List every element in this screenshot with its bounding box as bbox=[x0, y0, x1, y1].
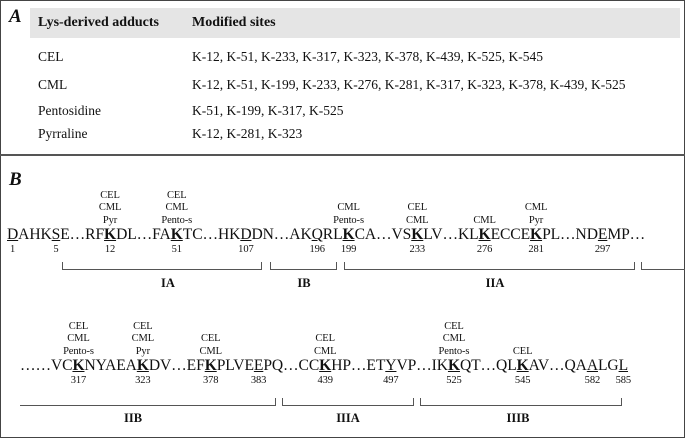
domain-label-iib: IIB bbox=[123, 411, 143, 425]
sites-cml: K-12, K-51, K-199, K-233, K-276, K-281, K-317, K-323, K-378, K-439, K-525 bbox=[192, 77, 626, 92]
residue-text: K bbox=[411, 226, 424, 243]
residue-text: K bbox=[342, 226, 355, 243]
residue-text: E…RF bbox=[60, 226, 105, 243]
residue-text: AV…QA bbox=[528, 357, 587, 374]
residue-number: 51 bbox=[171, 244, 182, 255]
sites-cel: K-12, K-51, K-233, K-317, K-323, K-378, K-439, K-525, K-545 bbox=[192, 49, 543, 64]
residue-number: 199 bbox=[340, 244, 357, 255]
sequence-segment bbox=[396, 357, 447, 375]
residue-text: CA…VS bbox=[354, 226, 412, 243]
modification-label: CEL bbox=[407, 202, 428, 213]
residue-text: L bbox=[618, 357, 629, 374]
sequence-segment bbox=[116, 226, 171, 244]
residue-number: 525 bbox=[446, 375, 462, 386]
residue-number: 383 bbox=[250, 375, 267, 386]
modification-annotation bbox=[525, 202, 547, 227]
boundary-residue bbox=[51, 226, 61, 255]
bracket-iia bbox=[344, 262, 635, 270]
modification-annotation bbox=[161, 190, 192, 228]
residue-text: ECCE bbox=[490, 226, 531, 243]
boundary-residue bbox=[7, 226, 19, 255]
residue-text: D bbox=[7, 226, 19, 243]
residue-text: TC…HK bbox=[182, 226, 241, 243]
domain-label-ib: IB bbox=[297, 276, 311, 290]
modified-lysine bbox=[63, 320, 94, 386]
sequence-segment bbox=[20, 357, 72, 375]
residue-number: 196 bbox=[309, 244, 325, 255]
residue-number: 378 bbox=[202, 375, 219, 386]
residue-text: DN…AK bbox=[251, 226, 312, 243]
residue-text: D bbox=[240, 226, 252, 243]
modification-label: CML bbox=[131, 333, 155, 344]
modification-label: CML bbox=[524, 202, 548, 213]
bracket-iiia bbox=[282, 398, 414, 406]
bracket-ia bbox=[62, 262, 262, 270]
residue-number: 585 bbox=[615, 375, 632, 386]
modification-label: CML bbox=[67, 333, 90, 344]
header-sites: Modified sites bbox=[192, 15, 276, 30]
residue-text: K bbox=[104, 226, 117, 243]
residue-text: PLVE bbox=[216, 357, 254, 374]
residue-text: A bbox=[586, 357, 598, 374]
residue-text: K bbox=[72, 357, 85, 374]
residue-text: DV…EF bbox=[148, 357, 205, 374]
residue-text: AHK bbox=[18, 226, 52, 243]
boundary-residue bbox=[383, 357, 399, 386]
residue-number: 323 bbox=[135, 375, 151, 386]
modified-lysine bbox=[524, 202, 548, 255]
residue-text: RL bbox=[322, 226, 343, 243]
sites-pentosidine: K-51, K-199, K-317, K-525 bbox=[192, 103, 344, 118]
boundary-residue bbox=[238, 226, 254, 255]
modification-label: CML bbox=[337, 202, 360, 213]
bracket-iib bbox=[20, 398, 276, 406]
domain-label-ia: IA bbox=[161, 276, 175, 290]
residue-text: E bbox=[597, 226, 608, 243]
residue-number: 439 bbox=[317, 375, 333, 386]
residue-text: ……VC bbox=[20, 357, 73, 374]
panel-b-label: B bbox=[9, 169, 22, 190]
residue-text: QT…QL bbox=[459, 357, 517, 374]
modified-lysine bbox=[333, 202, 364, 255]
adduct-cml: CML bbox=[38, 77, 68, 92]
residue-text: Q bbox=[311, 226, 323, 243]
modification-annotation bbox=[99, 190, 121, 228]
sequence-segment bbox=[331, 357, 385, 375]
modification-label: CEL bbox=[200, 333, 221, 344]
boundary-residue bbox=[584, 357, 601, 386]
modification-label: CEL bbox=[512, 345, 533, 357]
modification-label: CEL bbox=[315, 333, 335, 344]
residue-number: 12 bbox=[104, 244, 116, 255]
modification-annotation bbox=[314, 333, 336, 358]
residue-text: VP…IK bbox=[396, 357, 448, 374]
residue-text: DL…FA bbox=[116, 226, 171, 243]
modified-lysine bbox=[98, 189, 122, 255]
domain-label-iia: IIA bbox=[485, 276, 505, 290]
residue-text: MP… bbox=[607, 226, 646, 243]
modification-label: Pyr bbox=[102, 214, 118, 226]
sequence-segment bbox=[460, 357, 517, 375]
sequence-segment bbox=[355, 226, 412, 244]
sequence-segment bbox=[251, 226, 311, 244]
modification-label: CML bbox=[199, 345, 222, 357]
residue-text: HP…ET bbox=[331, 357, 386, 374]
modified-lysine bbox=[512, 345, 533, 386]
residue-text: K bbox=[170, 226, 183, 243]
residue-number: 545 bbox=[514, 375, 531, 386]
modification-label: CEL bbox=[100, 189, 120, 201]
residue-number: 276 bbox=[476, 244, 493, 255]
sequence-row-2 bbox=[20, 320, 632, 386]
boundary-residue bbox=[309, 226, 325, 255]
header-adducts: Lys-derived adducts bbox=[38, 15, 159, 30]
modified-lysine bbox=[313, 333, 337, 386]
adduct-pentosidine: Pentosidine bbox=[38, 103, 101, 118]
modification-label: CML bbox=[98, 202, 122, 213]
residue-text: PQ…CC bbox=[263, 357, 320, 374]
modified-lysine bbox=[473, 214, 496, 255]
modification-label: CML bbox=[406, 214, 429, 226]
modification-label: Pento-s bbox=[333, 214, 364, 226]
sequence-segment bbox=[18, 226, 51, 244]
residue-number: 233 bbox=[409, 244, 426, 255]
residue-text: K bbox=[136, 357, 149, 374]
bracket-ib bbox=[270, 262, 337, 270]
boundary-residue bbox=[594, 226, 611, 255]
bracket-iiib bbox=[420, 398, 622, 406]
sites-pyrraline: K-12, K-281, K-323 bbox=[192, 126, 303, 141]
panel-divider bbox=[0, 154, 685, 156]
residue-text: NYAEA bbox=[84, 357, 137, 374]
sequence-segment bbox=[217, 357, 254, 375]
residue-text: S bbox=[51, 226, 61, 243]
sequence-segment bbox=[529, 357, 587, 375]
sequence-segment bbox=[149, 357, 205, 375]
modification-label: CEL bbox=[68, 320, 89, 332]
sequence-segment bbox=[598, 357, 619, 375]
modification-label: CEL bbox=[166, 189, 187, 201]
sequence-segment bbox=[491, 226, 530, 244]
sequence-segment bbox=[60, 226, 104, 244]
modified-lysine bbox=[131, 320, 155, 386]
modified-lysine bbox=[406, 202, 429, 255]
sequence-segment bbox=[323, 226, 343, 244]
modification-label: CEL bbox=[444, 320, 464, 332]
residue-text: K bbox=[530, 226, 543, 243]
residue-text: LV…KL bbox=[423, 226, 479, 243]
residue-text: K bbox=[204, 357, 217, 374]
residue-text: LG bbox=[597, 357, 619, 374]
domain-label-iiib: IIIB bbox=[506, 411, 530, 425]
residue-number: 107 bbox=[238, 244, 254, 255]
modification-annotation bbox=[333, 202, 364, 227]
residue-number: 297 bbox=[594, 244, 611, 255]
residue-text: K bbox=[478, 226, 491, 243]
modification-label: CEL bbox=[133, 320, 153, 332]
modification-label: Pento-s bbox=[438, 345, 470, 357]
domain-label-iiia: IIIA bbox=[336, 411, 360, 425]
residue-text: PL…ND bbox=[542, 226, 598, 243]
sequence-segment bbox=[423, 226, 478, 244]
modification-annotation bbox=[132, 321, 154, 359]
modification-label: Pyr bbox=[528, 214, 544, 226]
panel-a-label: A bbox=[9, 6, 22, 27]
modification-label: CML bbox=[442, 333, 466, 344]
modification-label: Pento-s bbox=[63, 345, 94, 357]
sequence-segment bbox=[542, 226, 598, 244]
sequence-row-1 bbox=[7, 189, 646, 255]
sequence-segment bbox=[607, 226, 645, 244]
modification-annotation bbox=[199, 333, 221, 358]
residue-number: 317 bbox=[70, 375, 87, 386]
residue-number: 281 bbox=[528, 244, 544, 255]
modification-annotation bbox=[406, 202, 428, 227]
modification-label: Pyr bbox=[135, 345, 150, 357]
modified-lysine bbox=[161, 189, 193, 255]
residue-number: 497 bbox=[383, 375, 399, 386]
residue-text: E bbox=[253, 357, 264, 374]
residue-text: K bbox=[516, 357, 529, 374]
modification-label: CML bbox=[313, 345, 337, 357]
modified-lysine bbox=[199, 333, 222, 386]
boundary-residue bbox=[250, 357, 267, 386]
residue-text: K bbox=[447, 357, 460, 374]
modification-annotation bbox=[63, 321, 94, 359]
residue-number: 582 bbox=[584, 375, 601, 386]
sequence-segment bbox=[263, 357, 319, 375]
sequence-segment bbox=[183, 226, 241, 244]
residue-text: K bbox=[319, 357, 332, 374]
modification-label: CML bbox=[473, 214, 496, 226]
residue-number: 1 bbox=[10, 244, 16, 255]
modification-label: CML bbox=[165, 202, 188, 213]
residue-number: 5 bbox=[53, 244, 59, 255]
bracket-iib-start bbox=[641, 262, 685, 270]
residue-text: Y bbox=[385, 357, 397, 374]
adduct-pyrraline: Pyrraline bbox=[38, 126, 88, 141]
modification-annotation bbox=[439, 321, 470, 359]
adduct-cel: CEL bbox=[38, 49, 64, 64]
sequence-segment bbox=[84, 357, 136, 375]
boundary-residue bbox=[615, 357, 632, 386]
modified-lysine bbox=[438, 320, 470, 386]
modification-label: Pento-s bbox=[161, 214, 193, 226]
